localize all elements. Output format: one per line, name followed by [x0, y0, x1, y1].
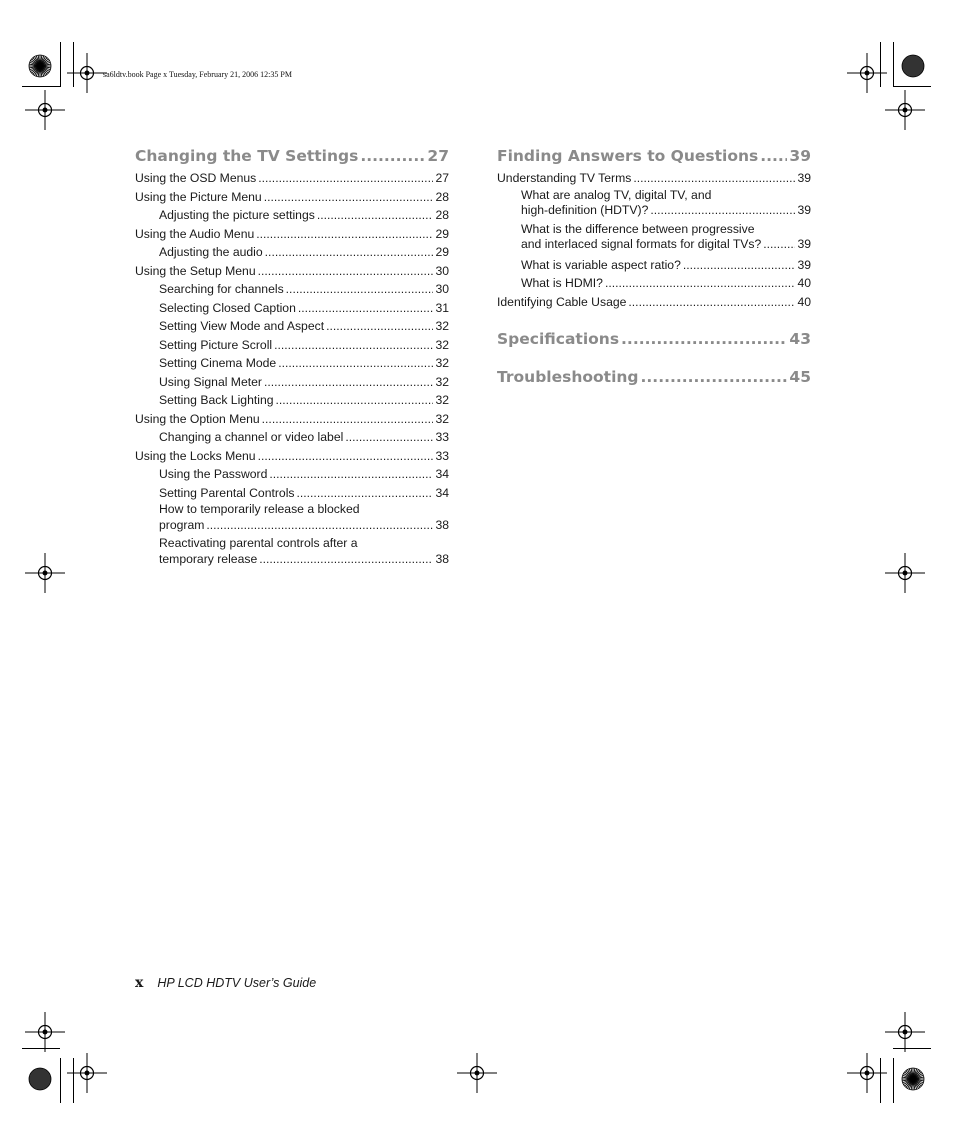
toc-entry-text: Using the Locks Menu: [135, 448, 256, 463]
dot-leader: [297, 484, 434, 503]
toc-entry-line2: [521, 237, 811, 253]
dot-leader: [262, 410, 434, 429]
crop-mark: [893, 1058, 894, 1103]
guide-title: HP LCD HDTV User’s Guide: [157, 976, 317, 990]
toc-entry-text: Using the OSD Menus: [135, 171, 257, 185]
crop-mark: [73, 1058, 74, 1103]
toc-entry-text: Setting Picture Scroll: [159, 337, 273, 352]
toc-entry-line2: [159, 518, 449, 534]
toc-entry[interactable]: [497, 169, 811, 188]
toc-entry-text: Using the Password: [159, 467, 268, 481]
registration-mark-icon: [885, 553, 925, 593]
toc-section-heading[interactable]: [497, 146, 811, 166]
dot-leader: [326, 317, 433, 336]
toc-entry-page: 30: [435, 282, 449, 296]
toc-entry[interactable]: [135, 428, 449, 447]
toc-entry-text: What is variable aspect ratio?: [521, 257, 681, 272]
toc-entry-text: What is HDMI?: [521, 276, 603, 290]
dot-leader: [258, 447, 434, 466]
toc-entry-text: Changing a channel or video label: [159, 430, 344, 444]
crop-mark: [893, 42, 894, 87]
section-title: Troubleshooting: [497, 368, 639, 386]
section-page: 39: [789, 147, 811, 165]
toc-entry[interactable]: [135, 447, 449, 466]
toc-entry[interactable]: [135, 299, 449, 318]
starburst-target-icon: [900, 1066, 926, 1092]
toc-entry-page: 40: [797, 276, 811, 290]
page-footer: [135, 975, 316, 991]
toc-entry-multiline[interactable]: [497, 222, 811, 253]
toc-entry-text: Setting Back Lighting: [159, 393, 274, 407]
dot-leader: [605, 274, 795, 293]
dot-leader: [650, 203, 795, 219]
toc-entry-page: 32: [435, 319, 449, 333]
dot-leader: [264, 188, 434, 207]
starburst-target-icon: [27, 53, 53, 79]
section-page: 45: [789, 368, 811, 386]
toc-entry-list: [497, 256, 811, 293]
toc-section-heading[interactable]: [135, 146, 449, 166]
registration-mark-icon: [25, 1012, 65, 1052]
toc-entry-page: 29: [435, 245, 449, 259]
toc-multiline-list: [135, 502, 449, 567]
toc-entry-line2: [521, 203, 811, 219]
dot-leader: [641, 367, 788, 387]
toc-entry[interactable]: [497, 256, 811, 275]
registration-mark-icon: [25, 553, 65, 593]
toc-entry[interactable]: [135, 262, 449, 281]
dot-leader: [763, 237, 795, 253]
toc-entry-page: 28: [435, 189, 449, 204]
dot-leader: [286, 280, 434, 299]
toc-entry-page: 32: [435, 411, 449, 426]
toc-entry-line2: [159, 552, 449, 568]
toc-entry-page: 38: [435, 551, 449, 566]
toc-entry-text: Identifying Cable Usage: [497, 294, 627, 309]
toc-entry-page: 30: [435, 263, 449, 278]
toc-entry-page: 32: [435, 374, 449, 389]
toc-section-heading[interactable]: [497, 367, 811, 387]
section-title: Specifications: [497, 330, 620, 348]
toc-entry-page: 32: [435, 356, 449, 370]
dot-leader: [760, 146, 787, 166]
section-title: Changing the TV Settings: [135, 147, 359, 165]
toc-entry[interactable]: [497, 274, 811, 293]
toc-entry-text: Searching for channels: [159, 282, 284, 296]
dot-leader: [345, 428, 433, 447]
toc-entry-page: 39: [797, 203, 811, 217]
section-page: 27: [427, 147, 449, 165]
registration-mark-icon: [457, 1053, 497, 1093]
dot-leader: [258, 262, 434, 281]
crop-mark: [893, 86, 931, 87]
toc-entry-page: 32: [435, 337, 449, 352]
density-patch-icon: [27, 1066, 53, 1092]
toc-section-heading[interactable]: [497, 329, 811, 349]
toc-entry[interactable]: [497, 293, 811, 312]
toc-entry-page: 31: [435, 300, 449, 315]
crop-mark: [880, 42, 881, 87]
toc-entry-page: 33: [435, 430, 449, 444]
toc-entry[interactable]: [135, 188, 449, 207]
toc-entry[interactable]: [135, 336, 449, 355]
registration-mark-icon: [885, 1012, 925, 1052]
toc-entry-text: Selecting Closed Caption: [159, 300, 296, 315]
toc-entry[interactable]: [135, 169, 449, 188]
toc-entry[interactable]: [135, 373, 449, 392]
dot-leader: [274, 336, 433, 355]
dot-leader: [621, 329, 787, 349]
toc-entry-text-line2: and interlaced signal formats for digital TVs?: [521, 237, 762, 251]
dot-leader: [276, 391, 434, 410]
toc-entry-page: 32: [435, 393, 449, 407]
toc-entry-page: 28: [435, 208, 449, 222]
crop-mark: [60, 1058, 61, 1103]
toc-entry-text: Using the Setup Menu: [135, 263, 256, 278]
toc-entry[interactable]: [135, 484, 449, 503]
toc-entry-page: 34: [435, 467, 449, 481]
toc-entry-text: Setting View Mode and Aspect: [159, 319, 325, 333]
toc-entry[interactable]: [135, 317, 449, 336]
page-number: x: [135, 975, 144, 991]
dot-leader: [317, 206, 434, 225]
toc-entry-text-line2: program: [159, 517, 205, 532]
toc-entry-page: 27: [435, 171, 449, 185]
dot-leader: [298, 299, 434, 318]
toc-multiline-list: [497, 188, 811, 253]
toc-entry-text: Using the Picture Menu: [135, 189, 262, 204]
dot-leader: [628, 293, 795, 312]
toc-entry-text-line2: temporary release: [159, 551, 258, 566]
crop-mark: [893, 1048, 931, 1049]
dot-leader: [683, 256, 796, 275]
toc-entry-page: 34: [435, 485, 449, 500]
toc-entry-text: Adjusting the audio: [159, 245, 263, 259]
dot-leader: [633, 169, 795, 188]
toc-entry[interactable]: [135, 410, 449, 429]
print-slug-line: sa6ldtv.book Page x Tuesday, February 21, 2006 12:35 PM: [103, 70, 292, 79]
toc-entry[interactable]: [135, 465, 449, 484]
toc-entry[interactable]: [135, 354, 449, 373]
toc-entry-text: Understanding TV Terms: [497, 171, 632, 185]
toc-entry[interactable]: [135, 206, 449, 225]
toc-entry-text-line1: What is the difference between progressive: [521, 221, 755, 236]
dot-leader: [360, 146, 425, 166]
toc-entry-multiline[interactable]: [497, 188, 811, 219]
toc-entry-text: Using the Audio Menu: [135, 226, 255, 241]
toc-entry-page: 39: [797, 237, 811, 251]
toc-entry-text: Setting Parental Controls: [159, 485, 295, 500]
dot-leader: [265, 243, 434, 262]
toc-entry-page: 38: [435, 517, 449, 532]
toc-entry[interactable]: [135, 243, 449, 262]
registration-mark-icon: [885, 90, 925, 130]
toc-entry-multiline[interactable]: [135, 502, 449, 533]
toc-entry-page: 40: [797, 294, 811, 309]
section-title: Finding Answers to Questions: [497, 147, 759, 165]
section-page: 43: [789, 330, 811, 348]
registration-mark-icon: [847, 53, 887, 93]
toc-entry-text: Using the Option Menu: [135, 411, 260, 426]
toc-entry-text-line2: high-definition (HDTV)?: [521, 203, 649, 217]
toc-left-column: [135, 146, 449, 570]
density-patch-icon: [900, 53, 926, 79]
toc-entry-page: 39: [797, 257, 811, 272]
dot-leader: [259, 552, 433, 568]
dot-leader: [256, 225, 433, 244]
toc-entry-multiline[interactable]: [135, 536, 449, 567]
crop-mark: [60, 42, 61, 87]
toc-entry-page: 33: [435, 448, 449, 463]
dot-leader: [269, 465, 433, 484]
toc-entry-text: Adjusting the picture settings: [159, 208, 315, 222]
toc-entry-page: 29: [435, 226, 449, 241]
toc-entry-text-line1: Reactivating parental controls after a: [159, 536, 358, 550]
registration-mark-icon: [847, 1053, 887, 1093]
toc-entry[interactable]: [135, 391, 449, 410]
toc-entry-text: Using Signal Meter: [159, 374, 262, 389]
crop-mark: [880, 1058, 881, 1103]
toc-right-column: [497, 146, 811, 387]
crop-mark: [22, 1048, 60, 1049]
dot-leader: [278, 354, 433, 373]
dot-leader: [258, 169, 433, 188]
toc-entry-text-line1: How to temporarily release a blocked: [159, 502, 360, 516]
toc-entry-page: 39: [797, 171, 811, 185]
crop-mark: [73, 42, 74, 87]
toc-entry-list: [135, 169, 449, 502]
registration-mark-icon: [25, 90, 65, 130]
dot-leader: [264, 373, 433, 392]
dot-leader: [206, 518, 433, 534]
toc-entry[interactable]: [135, 225, 449, 244]
toc-entry[interactable]: [135, 280, 449, 299]
crop-mark: [22, 86, 60, 87]
toc-entry-text: Setting Cinema Mode: [159, 356, 277, 370]
toc-entry-text-line1: What are analog TV, digital TV, and: [521, 187, 712, 202]
